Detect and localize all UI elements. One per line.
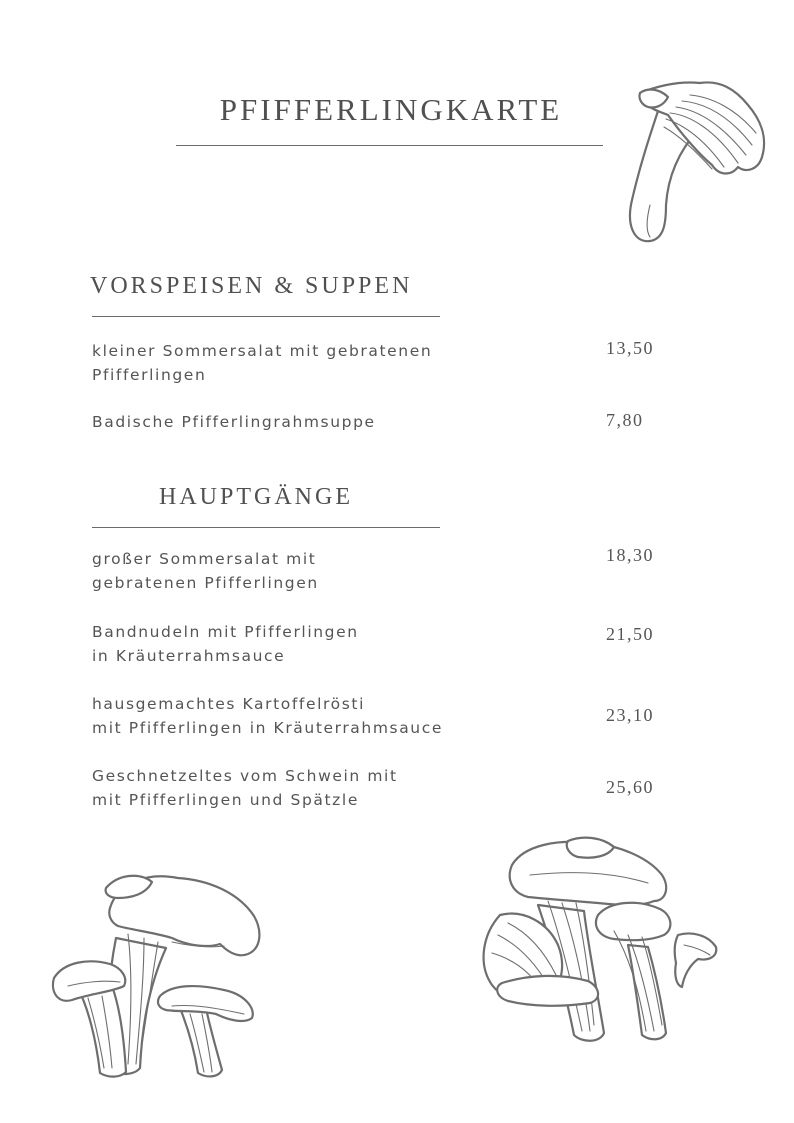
menu-item-name-line1: Geschnetzeltes vom Schwein mit [92, 767, 398, 785]
menu-item-name-line1: kleiner Sommersalat mit gebratenen [92, 342, 433, 360]
section-divider-vorspeisen [92, 316, 440, 317]
menu-item-name [92, 692, 512, 740]
section-divider-hauptgaenge [92, 527, 440, 528]
chanterelle-cluster-illustration [48, 868, 268, 1088]
menu-item-price: 23,10 [606, 705, 654, 725]
menu-item-name-line2: in Kräuterrahmsauce [92, 647, 286, 665]
menu-item-name-line1: Bandnudeln mit Pfifferlingen [92, 623, 359, 641]
menu-item-price: 13,50 [606, 338, 654, 358]
section-heading-hauptgaenge: HAUPTGÄNGE [159, 484, 353, 510]
menu-item-name-line2: mit Pfifferlingen in Kräuterrahmsauce [92, 719, 443, 737]
menu-item-name [92, 620, 512, 668]
section-heading-vorspeisen: VORSPEISEN & SUPPEN [90, 273, 413, 299]
title-divider [176, 145, 603, 146]
menu-item-name-line1: großer Sommersalat mit [92, 550, 317, 568]
menu-item-price: 25,60 [606, 777, 654, 797]
menu-item-name [92, 764, 512, 812]
menu-item-price: 7,80 [606, 410, 644, 430]
menu-item-name [92, 339, 512, 387]
menu-item-name-line1: Badische Pfifferlingrahmsuppe [92, 413, 376, 431]
menu-item-name-line1: hausgemachtes Kartoffelrösti [92, 695, 366, 713]
menu-title: PFIFFERLINGKARTE [219, 92, 563, 127]
menu-item-name-line2: mit Pfifferlingen und Spätzle [92, 791, 359, 809]
menu-item-name-line2: gebratenen Pfifferlingen [92, 574, 319, 592]
chanterelle-group-illustration [478, 835, 728, 1055]
menu-item-name [92, 547, 512, 595]
menu-item-name [92, 410, 512, 434]
chanterelle-mushroom-illustration [620, 75, 770, 250]
menu-item-price: 21,50 [606, 624, 654, 644]
menu-item-price: 18,30 [606, 545, 654, 565]
menu-item-name-line2: Pfifferlingen [92, 366, 207, 384]
